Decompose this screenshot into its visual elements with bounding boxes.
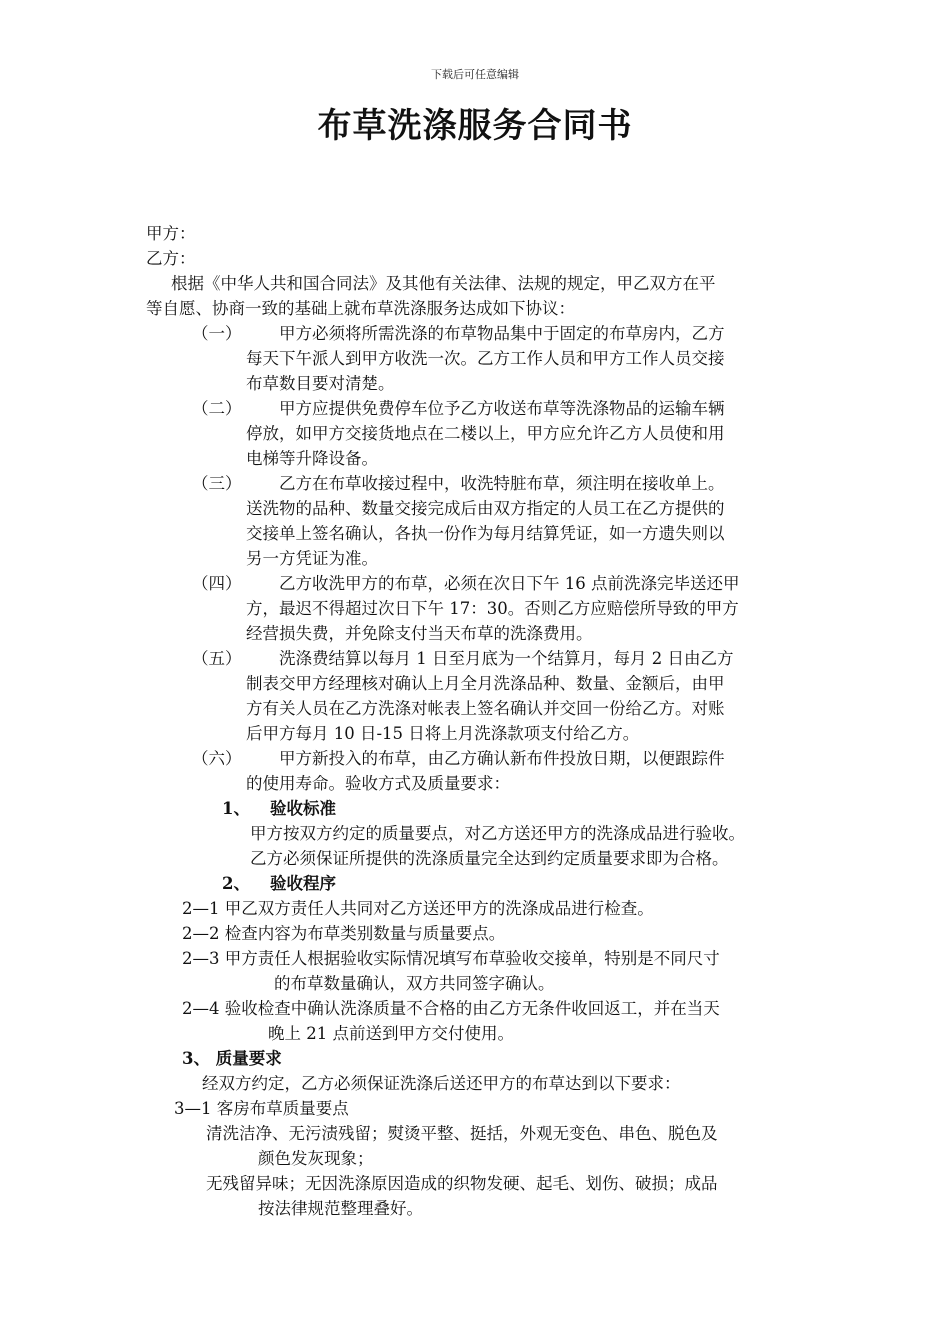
clause-line: 制表交甲方经理核对确认上月全月洗涤品种、数量、金额后，由甲: [246, 674, 725, 693]
clause-line: 的使用寿命。验收方式及质量要求：: [246, 774, 510, 793]
clause-line: 后甲方每月 10 日-15 日将上月洗涤款项支付给乙方。: [246, 724, 640, 743]
clause-line: 乙方在布草收接过程中，收洗特脏布草，须注明在接收单上。: [279, 474, 725, 493]
section-1-line: 乙方必须保证所提供的洗涤质量完全达到约定质量要求即为合格。: [250, 849, 729, 868]
clause-line: 洗涤费结算以每月 1 日至月底为一个结算月，每月 2 日由乙方: [279, 649, 734, 668]
section-3-intro: 经双方约定，乙方必须保证洗涤后送还甲方的布草达到以下要求：: [202, 1074, 681, 1093]
section-title: 验收标准: [269, 799, 336, 818]
clause-3: [146, 471, 808, 571]
quality-requirement: 清洗洁净、无污渍残留；熨烫平整、挺括，外观无变色、串色、脱色及: [206, 1124, 718, 1143]
clause-line: 另一方凭证为准。: [246, 549, 378, 568]
procedure-item: 2—2 检查内容为布草类别数量与质量要点。: [182, 924, 506, 943]
section-3-heading: 3、 质量要求: [182, 1049, 282, 1068]
procedure-item: 2—1 甲乙双方责任人共同对乙方送还甲方的洗涤成品进行检查。: [182, 899, 654, 918]
clause-number: （一）: [192, 324, 242, 343]
clause-line: 每天下午派人到甲方收洗一次。乙方工作人员和甲方工作人员交接: [246, 349, 725, 368]
clause-line: 布草数目要对清楚。: [246, 374, 395, 393]
procedure-item: 2—3 甲方责任人根据验收实际情况填写布草验收交接单，特别是不同尺寸: [182, 949, 720, 968]
clause-2: [146, 396, 808, 471]
clause-line: 甲方新投入的布草，由乙方确认新布件投放日期，以便跟踪件: [279, 749, 725, 768]
clause-number: （二）: [192, 399, 242, 418]
section-1-line: 甲方按双方约定的质量要点，对乙方送还甲方的洗涤成品进行验收。: [250, 824, 745, 843]
intro-line: 等自愿、协商一致的基础上就布草洗涤服务达成如下协议：: [146, 299, 575, 318]
document-title: 布草洗涤服务合同书: [317, 106, 633, 146]
clause-line: 送洗物的品种、数量交接完成后由双方指定的人员工在乙方提供的: [246, 499, 725, 518]
document-body: [146, 221, 808, 1221]
party-a-label: 甲方：: [146, 224, 196, 243]
section-number: 1、: [222, 799, 250, 818]
procedure-item-continuation: 晚上 21 点前送到甲方交付使用。: [268, 1024, 514, 1043]
section-3-subheading: 3—1 客房布草质量要点: [174, 1099, 349, 1118]
procedure-item: 2—4 验收检查中确认洗涤质量不合格的由乙方无条件收回返工，并在当天: [182, 999, 720, 1018]
clause-5: [146, 646, 808, 746]
section-title: 验收程序: [269, 874, 336, 893]
header-note: 下载后可任意编辑: [431, 68, 519, 81]
clause-number: （三）: [192, 474, 242, 493]
clause-number: （五）: [192, 649, 242, 668]
clause-line: 停放，如甲方交接货地点在二楼以上，甲方应允许乙方人员使和用: [246, 424, 725, 443]
clause-number: （四）: [192, 574, 242, 593]
clause-line: 经营损失费，并免除支付当天布草的洗涤费用。: [246, 624, 593, 643]
section-2-heading: [146, 871, 808, 896]
party-b-label: 乙方：: [146, 249, 196, 268]
clause-number: （六）: [192, 749, 242, 768]
clause-line: 电梯等升降设备。: [246, 449, 378, 468]
clause-line: 交接单上签名确认，各执一份作为每月结算凭证，如一方遗失则以: [246, 524, 725, 543]
quality-requirement-continuation: 颜色发灰现象；: [258, 1149, 374, 1168]
clause-6: [146, 746, 808, 796]
clause-line: 甲方应提供免费停车位予乙方收送布草等洗涤物品的运输车辆: [279, 399, 725, 418]
section-1-heading: [146, 796, 808, 821]
clause-1: [146, 321, 808, 396]
procedure-item-continuation: 的布草数量确认，双方共同签字确认。: [274, 974, 555, 993]
quality-requirement: 无残留异味；无因洗涤原因造成的织物发硬、起毛、划伤、破损；成品: [206, 1174, 718, 1193]
quality-requirement-continuation: 按法律规范整理叠好。: [258, 1199, 423, 1218]
clause-line: 方有关人员在乙方洗涤对帐表上签名确认并交回一份给乙方。对账: [246, 699, 725, 718]
intro-line: 根据《中华人共和国合同法》及其他有关法律、法规的规定，甲乙双方在平: [171, 274, 716, 293]
section-number: 2、: [222, 874, 250, 893]
clause-4: [146, 571, 808, 646]
clause-line: 方，最迟不得超过次日下午 17：30。否则乙方应赔偿所导致的甲方: [246, 599, 739, 618]
clause-line: 乙方收洗甲方的布草，必须在次日下午 16 点前洗涤完毕送还甲: [279, 574, 740, 593]
clause-line: 甲方必须将所需洗涤的布草物品集中于固定的布草房内，乙方: [279, 324, 725, 343]
